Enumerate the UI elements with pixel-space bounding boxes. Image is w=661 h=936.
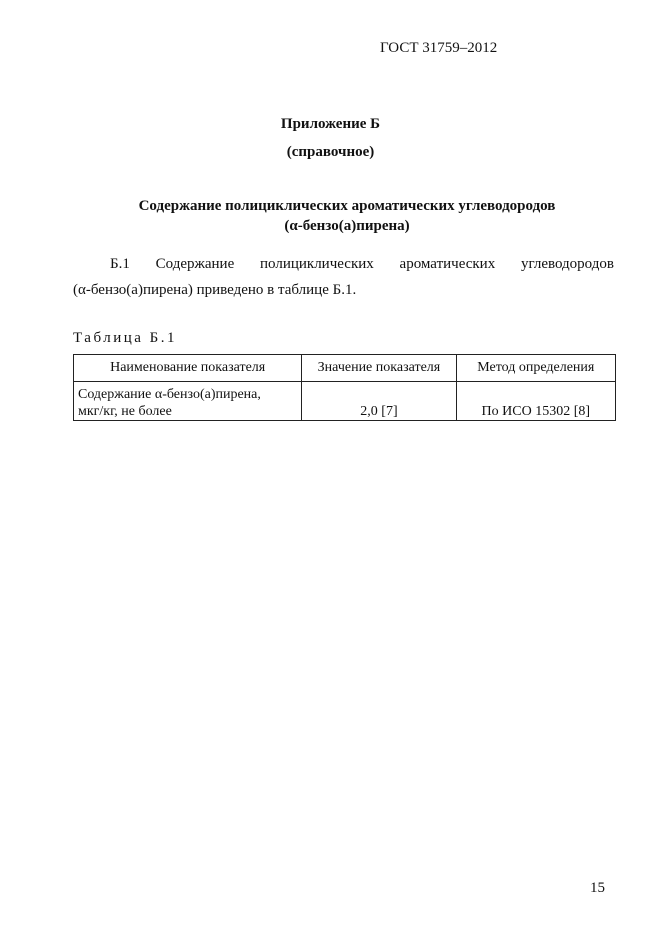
section-title-line1: Содержание полициклических ароматических углеводородов	[138, 198, 556, 214]
table-label: Таблица Б.1	[73, 330, 178, 346]
paragraph-b1	[73, 251, 614, 303]
table-header-cell: Метод определения	[456, 355, 615, 382]
table-cell-method: По ИСО 15302 [8]	[456, 382, 615, 421]
paragraph-word: Содержание	[155, 256, 235, 272]
table-header-cell: Наименование показателя	[74, 355, 302, 382]
table-cell-name	[74, 382, 302, 421]
page-number: 15	[590, 880, 605, 896]
section-title-line2: (α-бензо(а)пирена)	[284, 218, 410, 234]
table-cell-value: 2,0 [7]	[302, 382, 456, 421]
paragraph-word: Б.1	[110, 256, 130, 272]
table-header-row	[74, 355, 616, 382]
annex-title: Приложение Б	[280, 116, 381, 132]
data-table	[73, 354, 616, 421]
cell-name-line1: Содержание α-бензо(а)пирена,	[78, 387, 261, 402]
paragraph-word: ароматических	[399, 256, 496, 272]
cell-name-line2: мкг/кг, не более	[78, 404, 172, 419]
annex-type: (справочное)	[286, 144, 375, 160]
paragraph-line1	[73, 251, 614, 277]
section-title	[60, 196, 634, 236]
paragraph-word: углеводородов	[520, 256, 614, 272]
paragraph-word: полициклических	[260, 256, 374, 272]
table-header-cell: Значение показателя	[302, 355, 456, 382]
document-code: ГОСТ 31759–2012	[380, 40, 498, 56]
paragraph-line2: (α-бензо(а)пирена) приведено в таблице Б.1.	[73, 282, 357, 298]
table-row	[74, 382, 616, 421]
